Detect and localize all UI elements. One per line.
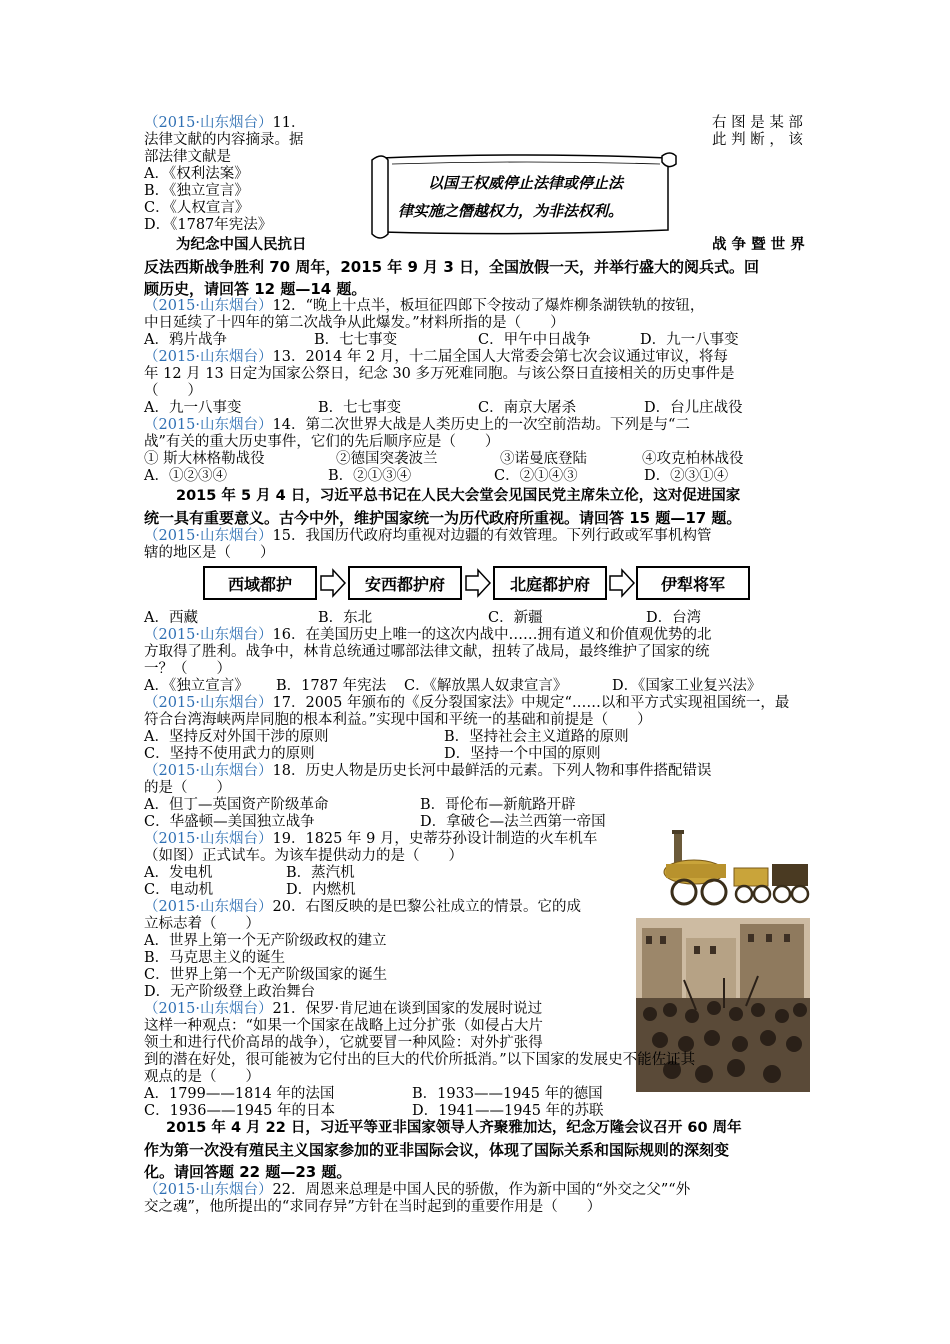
q12-option-d: D．九一八事变 xyxy=(640,332,739,348)
q16-option-d: D．《国家工业复兴法》 xyxy=(612,678,762,694)
flow-arrow-3 xyxy=(608,568,636,598)
question-text: 19．1825 年 9 月，史蒂芬孙设计制造的火车机车 xyxy=(272,831,598,847)
intro1-line1-left: 为纪念中国人民抗日 xyxy=(176,237,307,253)
q11-option-d: D．《1787年宪法》 xyxy=(144,217,273,233)
q14-event-3: ③诺曼底登陆 xyxy=(500,451,587,467)
flow-box-1: 西域都护 xyxy=(203,566,317,600)
q17-option-b: B．坚持社会主义道路的原则 xyxy=(444,729,629,745)
q13-line3: （ ） xyxy=(144,383,202,399)
q20-option-d: D．无产阶级登上政治舞台 xyxy=(144,984,316,1000)
flow-box-4: 伊犁将军 xyxy=(636,566,750,600)
q21-option-a: A．1799——1814 年的法国 xyxy=(144,1086,335,1102)
question-source: （2015·山东烟台） xyxy=(144,763,273,779)
intro2-line2: 统一具有重要意义。古今中外，维护国家统一为历代政府所重视。请回答 15 题—17 题。 xyxy=(144,509,742,527)
q13-option-d: D．台儿庄战役 xyxy=(644,400,743,416)
q12-option-b: B．七七事变 xyxy=(314,332,398,348)
q13-option-a: A．九一八事变 xyxy=(144,400,242,416)
scroll-drawing xyxy=(368,150,680,240)
steam-locomotive-image xyxy=(660,828,810,908)
question-source: （2015·山东烟台） xyxy=(144,695,273,711)
q13-line2: 年 12 月 13 日定为国家公祭日，纪念 30 多万死难同胞。与该公祭日直接相关的历史事件是 xyxy=(144,366,735,382)
q11-option-a: A．《权利法案》 xyxy=(144,166,249,182)
intro3-line2: 作为第一次没有殖民主义国家参加的亚非国际会议，体现了国际关系和国际规则的深刻变 xyxy=(144,1141,730,1159)
q19-option-b: B．蒸汽机 xyxy=(286,865,355,881)
q14-line2: 战”有关的重大历史事件，它们的先后顺序应是（ ） xyxy=(144,434,500,450)
q11-line3: 部法律文献是 xyxy=(144,149,231,165)
q21-option-c: C．1936——1945 年的日本 xyxy=(144,1103,336,1119)
q16-line2: 方取得了胜利。战争中，林肯总统通过哪部法律文献，扭转了战局，最终维护了国家的统 xyxy=(144,644,710,660)
q18-line1 xyxy=(144,763,812,780)
q12-line1 xyxy=(144,298,812,315)
question-source: （2015·山东烟台） xyxy=(144,417,273,433)
q18-option-d: D．拿破仑—法兰西第一帝国 xyxy=(420,814,606,830)
q21-line3: 领土和进行代价高昂的战争），它就要冒一种风险：对外扩张得 xyxy=(144,1035,543,1051)
scroll-text-line1: 以国王权威停止法律或停止法 xyxy=(428,174,624,192)
question-source: （2015·山东烟台） xyxy=(144,627,273,643)
q14-event-2: ②德国突袭波兰 xyxy=(336,451,438,467)
q13-option-c: C．南京大屠杀 xyxy=(478,400,577,416)
q11-line2-right: 此 判 断 ， 该 xyxy=(712,132,803,148)
q19-line2: （如图）正式试车。为该车提供动力的是（ ） xyxy=(144,848,463,864)
q20-line2: 立标志着（ ） xyxy=(144,916,260,932)
q20-option-a: A．世界上第一个无产阶级政权的建立 xyxy=(144,933,387,949)
question-text: 11． xyxy=(272,115,306,131)
question-text: 14．第二次世界大战是人类历史上的一次空前浩劫。下列是与“二 xyxy=(272,417,690,433)
q22-line1 xyxy=(144,1182,812,1199)
q20-option-c: C．世界上第一个无产阶级国家的诞生 xyxy=(144,967,388,983)
q21-option-d: D．1941——1945 年的苏联 xyxy=(412,1103,604,1119)
question-text: 17．2005 年颁布的《反分裂国家法》中规定“……以和平方式实现祖国统一，最 xyxy=(272,695,790,711)
intro1-line2: 反法西斯战争胜利 70 周年，2015 年 9 月 3 日，全国放假一天，并举行盛大的阅兵式。回 xyxy=(144,258,760,276)
q17-line2: 符合台湾海峡两岸同胞的根本利益。”实现中国和平统一的基础和前提是（ ） xyxy=(144,712,652,728)
question-text: 21．保罗·肯尼迪在谈到国家的发展时说过 xyxy=(272,1001,543,1017)
q15-line1 xyxy=(144,528,812,545)
flow-arrow-1 xyxy=(319,568,347,598)
q11-line1-right: 右 图 是 某 部 xyxy=(712,115,803,131)
q11-option-b: B．《独立宣言》 xyxy=(144,183,249,199)
intro3-line3: 化。请回答题 22 题—23 题。 xyxy=(144,1163,352,1181)
q11-option-c: C．《人权宣言》 xyxy=(144,200,250,216)
intro1-line3: 顾历史，请回答 12 题—14 题。 xyxy=(144,280,367,298)
flow-arrow-2 xyxy=(464,568,492,598)
q20-option-b: B．马克思主义的诞生 xyxy=(144,950,286,966)
q16-option-a: A．《独立宣言》 xyxy=(144,678,249,694)
question-text: 22．周恩来总理是中国人民的骄傲，作为新中国的“外交之父”“外 xyxy=(272,1182,691,1198)
q14-line1 xyxy=(144,417,812,434)
q16-option-b: B．1787 年宪法 xyxy=(276,678,387,694)
q18-option-a: A．但丁—英国资产阶级革命 xyxy=(144,797,329,813)
question-text: 12．“晚上十点半，板垣征四郎下令按动了爆炸柳条湖铁轨的按钮， xyxy=(272,298,705,314)
scroll-text-line2: 律实施之僭越权力，为非法权利。 xyxy=(398,202,624,220)
q19-option-d: D．内燃机 xyxy=(286,882,356,898)
q17-option-a: A．坚持反对外国干涉的原则 xyxy=(144,729,329,745)
q17-line1 xyxy=(144,695,812,712)
intro3-line1: 2015 年 4 月 22 日，习近平等亚非国家领导人齐聚雅加达，纪念万隆会议召开 60 周年 xyxy=(166,1120,742,1136)
question-text: 20．右图反映的是巴黎公社成立的情景。它的成 xyxy=(272,899,581,915)
q17-option-d: D．坚持一个中国的原则 xyxy=(444,746,601,762)
q19-option-a: A．发电机 xyxy=(144,865,213,881)
q21-option-b: B．1933——1945 年的德国 xyxy=(412,1086,603,1102)
q14-option-d: D．②③①④ xyxy=(644,468,729,484)
question-source: （2015·山东烟台） xyxy=(144,349,273,365)
question-text: 15．我国历代政府均重视对边疆的有效管理。下列行政或军事机构管 xyxy=(272,528,712,544)
q16-option-c: C．《解放黑人奴隶宣言》 xyxy=(404,678,568,694)
q14-option-a: A．①②③④ xyxy=(144,468,227,484)
q14-event-4: ④攻克柏林战役 xyxy=(642,451,744,467)
q15-option-d: D．台湾 xyxy=(646,610,702,626)
q21-line5: 观点的是（ ） xyxy=(144,1069,260,1085)
flow-box-3: 北庭都护府 xyxy=(493,566,607,600)
q12-line2: 中日延续了十四年的第二次战争从此爆发。”材料所指的是（ ） xyxy=(144,315,565,331)
flow-box-2: 安西都护府 xyxy=(348,566,462,600)
q14-event-1: ① 斯大林格勒战役 xyxy=(144,451,265,467)
q20-line1 xyxy=(144,899,812,916)
q12-option-c: C．甲午中日战争 xyxy=(478,332,591,348)
question-source: （2015·山东烟台） xyxy=(144,899,273,915)
q13-option-b: B．七七事变 xyxy=(318,400,402,416)
question-text: 16．在美国历史上唯一的这次内战中……拥有道义和价值观优势的北 xyxy=(272,627,712,643)
intro2-line1: 2015 年 5 月 4 日，习近平总书记在人民大会堂会见国民党主席朱立伦，这对促进国家 xyxy=(176,488,741,504)
q16-line1 xyxy=(144,627,812,644)
q22-line2: 交之魂”，他所提出的“求同存异”方针在当时起到的重要作用是（ ） xyxy=(144,1199,602,1215)
question-source: （2015·山东烟台） xyxy=(144,528,273,544)
q17-option-c: C．坚持不使用武力的原则 xyxy=(144,746,315,762)
question-text: 18．历史人物是历史长河中最鲜活的元素。下列人物和事件搭配错误 xyxy=(272,763,712,779)
q13-line1 xyxy=(144,349,812,366)
q21-line1 xyxy=(144,1001,812,1018)
q12-option-a: A．鸦片战争 xyxy=(144,332,227,348)
q16-line3: 一？（ ） xyxy=(144,661,231,677)
q15-line2: 辖的地区是（ ） xyxy=(144,545,275,561)
q15-option-b: B．东北 xyxy=(318,610,373,626)
q19-option-c: C．电动机 xyxy=(144,882,214,898)
q21-line4: 到的潜在好处，很可能被为它付出的巨大的代价所抵消。”以下国家的发展史不能佐证其 xyxy=(144,1052,696,1068)
q15-option-c: C．新疆 xyxy=(488,610,543,626)
question-source: （2015·山东烟台） xyxy=(144,1001,273,1017)
q11-line2: 法律文献的内容摘录。据 xyxy=(144,132,304,148)
question-source: （2015·山东烟台） xyxy=(144,298,273,314)
question-source: （2015·山东烟台） xyxy=(144,1182,273,1198)
q14-option-b: B．②①③④ xyxy=(328,468,412,484)
q15-option-a: A．西藏 xyxy=(144,610,198,626)
q18-option-b: B．哥伦布—新航路开辟 xyxy=(420,797,576,813)
q21-line2: 这样一种观点：“如果一个国家在战略上过分扩张（如侵占大片 xyxy=(144,1018,543,1034)
q18-option-c: C．华盛顿—美国独立战争 xyxy=(144,814,315,830)
intro1-line1-right: 战 争 暨 世 界 xyxy=(712,237,805,253)
q14-option-c: C．②①④③ xyxy=(494,468,578,484)
question-source: （2015·山东烟台） xyxy=(144,115,273,131)
q18-line2: 的是（ ） xyxy=(144,780,231,796)
law-scroll-figure xyxy=(368,150,680,240)
question-source: （2015·山东烟台） xyxy=(144,831,273,847)
question-text: 13．2014 年 2 月，十二届全国人大常委会第七次会议通过审议，将每 xyxy=(272,349,728,365)
